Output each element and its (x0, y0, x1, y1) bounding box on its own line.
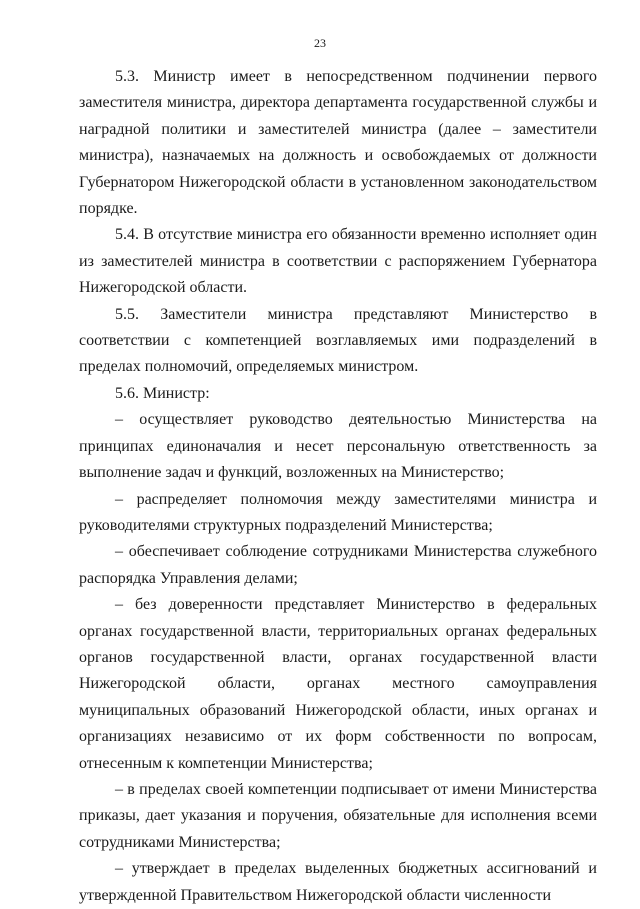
paragraph-5-5: 5.5. Заместители министра представляют Министерство в соответствии с компетенцией возглавляемых ими подразделений в пределах полномочий, определяемых министром. (79, 305, 597, 376)
list-item-staffing-approval: – утверждает в пределах выделенных бюджетных ассигнований и утвержденной Правительством Нижегородской области численности (79, 860, 597, 904)
page-number: 23 (314, 36, 326, 50)
paragraph-5-6-heading: 5.6. Министр: (115, 384, 210, 402)
paragraph-5-3: 5.3. Министр имеет в непосредственном подчинении первого заместителя министра, директора департамента государственной службы и наградной политики и заместителей министра (далее – заместители министра), назначаемых на должность и освобождаемых от должности Губернатором Нижегородской области в установленном законодательством порядке. (79, 68, 597, 218)
list-item-service-schedule: – обеспечивает соблюдение сотрудниками Министерства служебного распорядка Управления делами; (79, 543, 597, 587)
list-item-representation: – без доверенности представляет Министерство в федеральных органах государственной власти, территориальных органах федеральных органов государственной власти, органах государственной власти Нижегородской области, органах местного самоуправления муниципальных образований Нижегородской области, иных органах и организациях независимо от их форм собственности по вопросам, отнесенным к компетенции Министерства; (79, 596, 597, 772)
list-item-orders: – в пределах своей компетенции подписывает от имени Министерства приказы, дает указания и поручения, обязательные для исполнения всеми сотрудниками Министерства; (79, 780, 597, 851)
document-body (79, 64, 597, 909)
list-item-distribute-powers: – распределяет полномочия между заместителями министра и руководителями структурных подразделений Министерства; (79, 490, 597, 534)
paragraph-5-4: 5.4. В отсутствие министра его обязанности временно исполняет один из заместителей министра в соответствии с распоряжением Губернатора Нижегородской области. (79, 226, 597, 297)
list-item-leadership: – осуществляет руководство деятельностью Министерства на принципах единоначалия и несет персональную ответственность за выполнение задач и функций, возложенных на Министерство; (79, 411, 597, 482)
